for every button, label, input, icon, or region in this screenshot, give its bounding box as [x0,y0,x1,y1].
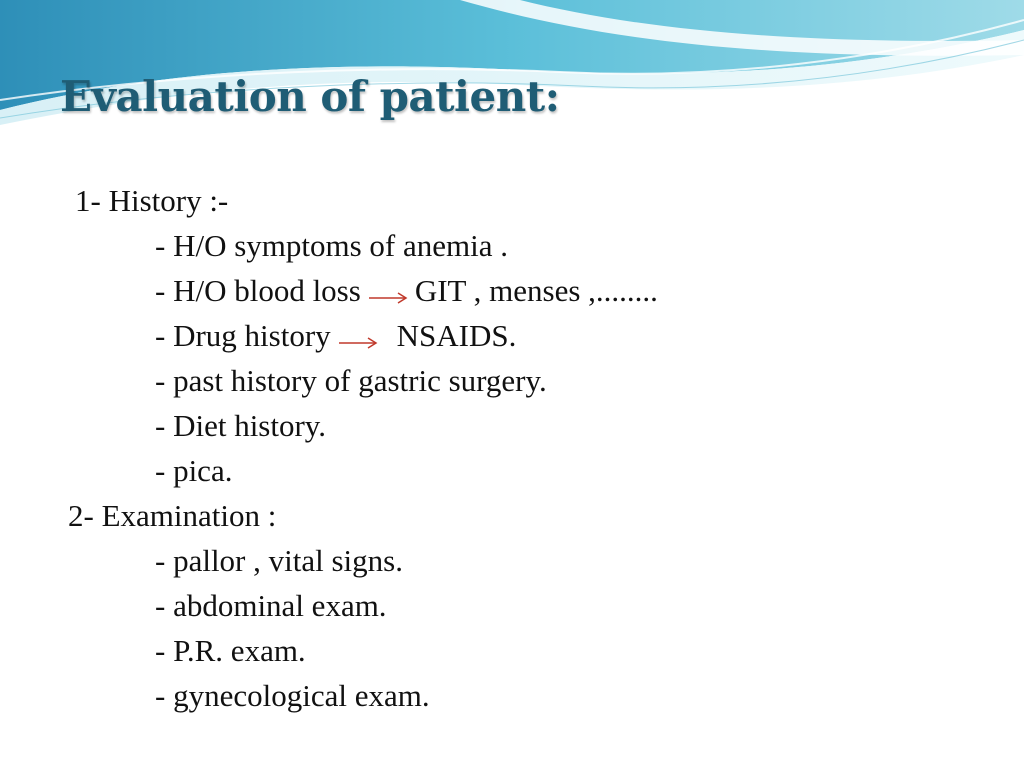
list-item-detail: NSAIDS. [396,318,517,353]
list-item [155,316,516,359]
list-item-detail: GIT , menses ,........ [414,273,658,308]
list-item: - P.R. exam. [155,633,306,668]
list-item: - Diet history. [155,408,327,443]
list-item-text: - H/O blood loss [155,273,361,308]
list-item [155,271,658,314]
list-item: - past history of gastric surgery. [155,363,547,398]
section-history-heading: 1- History :- [75,183,229,218]
list-item: - abdominal exam. [155,588,387,623]
list-item: - gynecological exam. [155,678,430,713]
right-arrow-icon [367,274,409,314]
list-item: - pica. [155,453,233,488]
right-arrow-icon [337,319,379,359]
list-item-text: - Drug history [155,318,331,353]
list-item: - pallor , vital signs. [155,543,403,578]
slide-title: Evaluation of patient: [60,72,560,121]
section-examination-heading: 2- Examination : [68,498,277,533]
list-item: - H/O symptoms of anemia . [155,228,509,263]
